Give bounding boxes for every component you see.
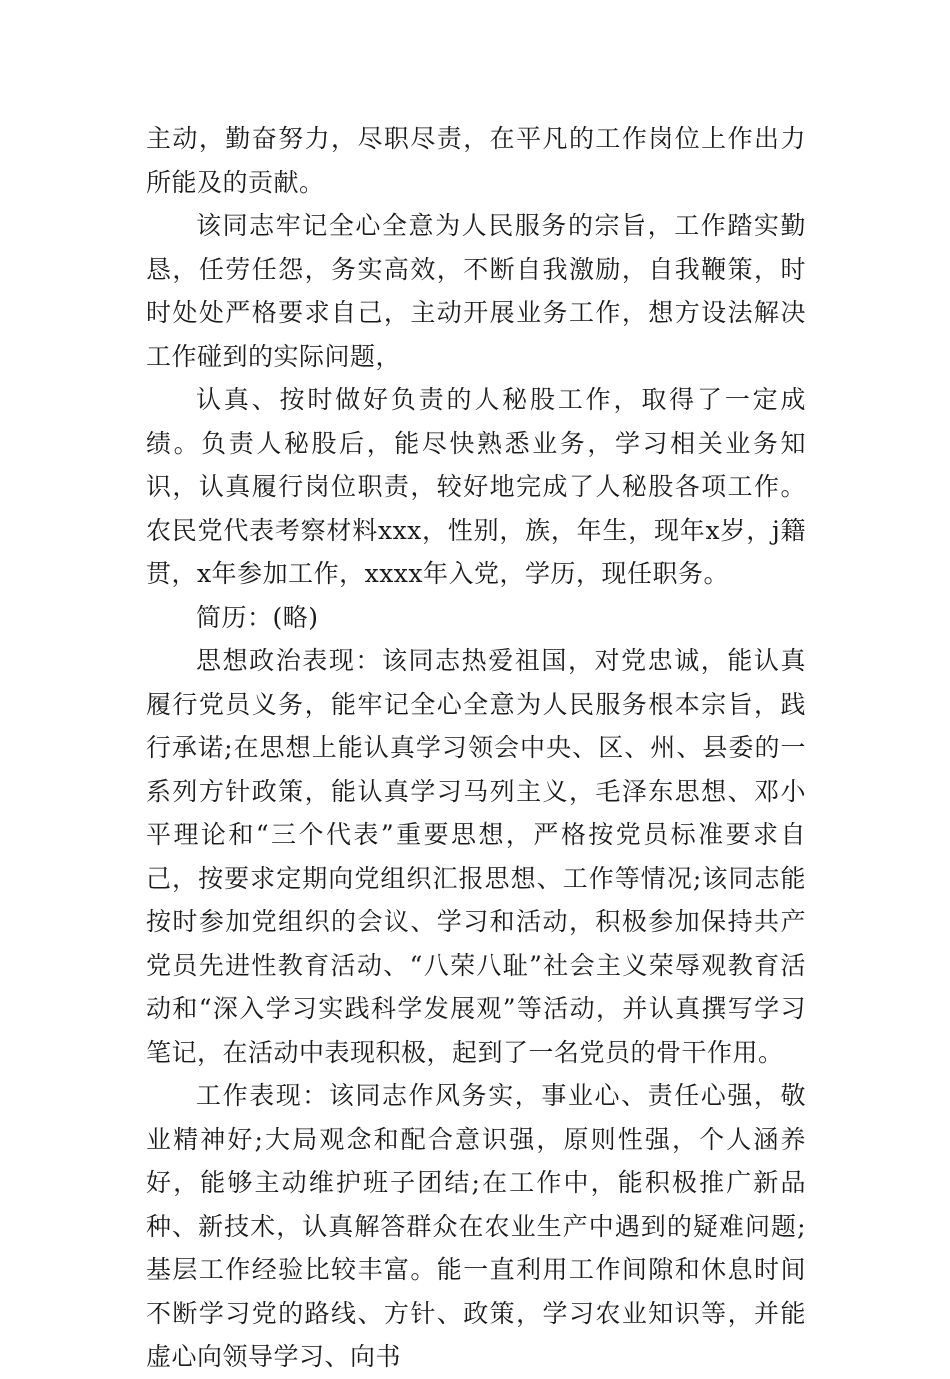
paragraph-resume: 简历：(略) [196, 602, 319, 632]
paragraph-political-performance: 思想政治表现：该同志热爱祖国，对党忠诚，能认真履行党员义务，能牢记全心全意为人民服务根本宗旨，践行承诺;在思想上能认真学习领会中央、区、州、县委的一系列方针政策，能认真学习马列主义，毛泽东思想、邓小平理论和“三个代表”重要思想，严格按党员标准要求自己，按要求定期向党组织汇报思想、工作等情况;该同志能按时参加党组织的会议、学习和活动，积极参加保持共产党员先进性教育活动、“八荣八耻”社会主义荣辱观教育活动和“深入学习实践科学发展观”等活动，并认真撰写学习笔记，在活动中表现积极，起到了一名党员的骨干作用。 [146, 646, 806, 1067]
paragraph-office-work: 认真、按时做好负责的人秘股工作，取得了一定成绩。负责人秘股后，能尽快熟悉业务，学习相关业务知识，认真履行岗位职责，较好地完成了人秘股各项工作。农民党代表考察材料xxx，性别，族，年生，现年x岁，j籍贯，x年参加工作，xxxx年入党，学历，现任职务。 [146, 385, 806, 588]
paragraph-work-performance: 工作表现：该同志作风务实，事业心、责任心强，敬业精神好;大局观念和配合意识强，原则性强，个人涵养好，能够主动维护班子团结;在工作中，能积极推广新品种、新技术，认真解答群众在农业生产中遇到的疑难问题;基层工作经验比较丰富。能一直利用工作间隙和休息时间不断学习党的路线、方针、政策，学习农业知识等，并能虚心向领导学习、向书 [146, 1081, 806, 1371]
document-body [146, 117, 806, 1379]
paragraph-service-attitude: 该同志牢记全心全意为人民服务的宗旨，工作踏实勤恳，任劳任怨，务实高效，不断自我激励，自我鞭策，时时处处严格要求自己，主动开展业务工作，想方设法解决工作碰到的实际问题， [146, 211, 806, 371]
paragraph-continuation: 主动，勤奋努力，尽职尽责，在平凡的工作岗位上作出力所能及的贡献。 [146, 124, 806, 197]
